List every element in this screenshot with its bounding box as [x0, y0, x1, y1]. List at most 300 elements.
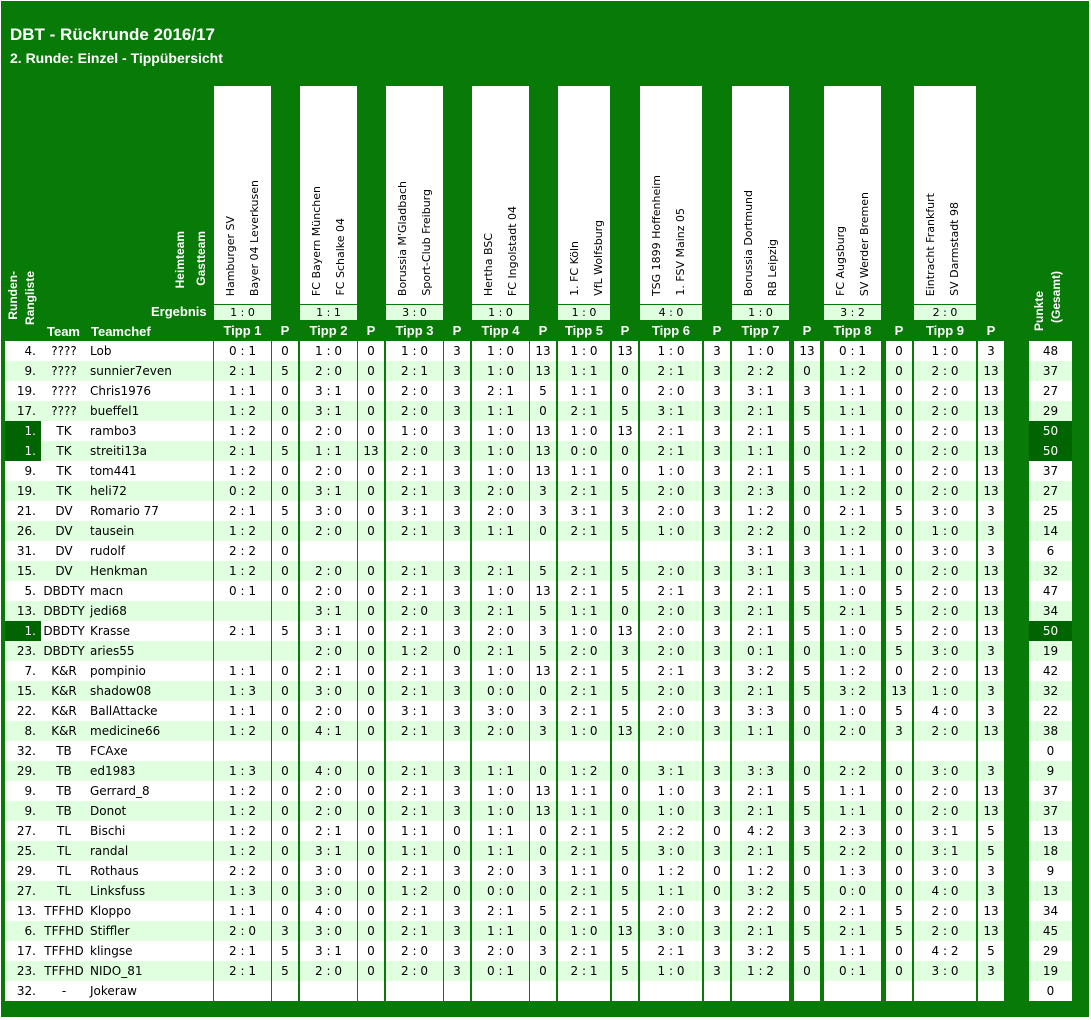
tipp-cell: 2 : 1	[558, 401, 610, 421]
points-cell: 0	[886, 841, 912, 861]
p-header-7: P	[802, 323, 812, 338]
teamchef-cell: Stiffler	[87, 921, 213, 941]
points-cell: 3	[444, 481, 470, 501]
points-cell: 0	[530, 921, 556, 941]
tipp-cell: 1 : 0	[386, 341, 443, 361]
tipp-cell: 2 : 1	[386, 481, 443, 501]
tipp-cell: 2 : 0	[558, 641, 610, 661]
tipp-cell	[558, 741, 610, 761]
tipp-cell: 2 : 2	[732, 361, 789, 381]
rank-cell: 4.	[5, 341, 41, 361]
points-cell: 13	[978, 901, 1004, 921]
points-cell: 0	[886, 441, 912, 461]
team-cell: ????	[41, 341, 87, 361]
points-cell: 0	[358, 881, 384, 901]
tipp-cell: 3 : 2	[732, 881, 789, 901]
table-row	[1, 621, 1087, 641]
tipp-cell: 2 : 1	[558, 901, 610, 921]
points-cell: 0	[272, 541, 298, 561]
team-cell: TK	[41, 441, 87, 461]
points-cell: 5	[794, 421, 820, 441]
points-cell: 5	[886, 501, 912, 521]
rank-cell: 8.	[5, 721, 41, 741]
rank-cell: 29.	[5, 761, 41, 781]
points-cell: 13	[978, 581, 1004, 601]
points-cell: 0	[444, 881, 470, 901]
points-cell: 3	[444, 721, 470, 741]
points-cell: 0	[358, 521, 384, 541]
team-header: Team	[47, 324, 80, 339]
tipp-cell: 1 : 0	[472, 581, 529, 601]
table-row	[1, 681, 1087, 701]
team-cell: TL	[41, 841, 87, 861]
points-cell: 0	[530, 821, 556, 841]
tipp-cell: 1 : 1	[214, 381, 271, 401]
tipp-cell	[640, 741, 702, 761]
points-cell: 13	[530, 421, 556, 441]
points-cell: 3	[704, 761, 730, 781]
points-cell: 0	[794, 481, 820, 501]
points-cell: 0	[444, 641, 470, 661]
points-cell: 3	[530, 941, 556, 961]
tipp-cell: 0 : 0	[558, 441, 610, 461]
teamchef-cell: NIDO_81	[87, 961, 213, 981]
points-cell: 5	[794, 621, 820, 641]
tipp-header-4: Tipp 4	[481, 323, 520, 338]
tipp-cell: 3 : 1	[300, 381, 357, 401]
table-row	[1, 941, 1087, 961]
tipp-cell	[300, 981, 357, 1001]
teamchef-cell: bueffel1	[87, 401, 213, 421]
match-result-5: 1 : 0	[558, 305, 610, 320]
points-cell: 3	[444, 941, 470, 961]
tipp-cell: 3 : 0	[472, 701, 529, 721]
points-cell	[358, 541, 384, 561]
tipp-cell	[558, 981, 610, 1001]
tipp-cell	[640, 541, 702, 561]
points-cell: 0	[272, 661, 298, 681]
tipp-cell: 2 : 0	[472, 861, 529, 881]
tipp-cell: 1 : 0	[640, 341, 702, 361]
points-cell: 3	[704, 381, 730, 401]
table-row	[1, 481, 1087, 501]
points-cell: 0	[358, 901, 384, 921]
points-cell: 0	[704, 821, 730, 841]
p-header-3: P	[452, 323, 462, 338]
tipp-cell: 2 : 3	[824, 821, 881, 841]
teamchef-cell: Linksfuss	[87, 881, 213, 901]
team-cell: -	[41, 981, 87, 1001]
tipp-cell: 3 : 1	[640, 401, 702, 421]
points-cell: 0	[272, 901, 298, 921]
points-cell: 0	[272, 461, 298, 481]
points-cell: 3	[704, 601, 730, 621]
points-cell: 3	[530, 861, 556, 881]
tipp-cell: 1 : 0	[824, 641, 881, 661]
away-team-name: SV Werder Bremen	[858, 191, 871, 296]
tipp-cell: 1 : 2	[824, 481, 881, 501]
points-cell	[272, 601, 298, 621]
team-cell: DV	[41, 521, 87, 541]
tipp-cell: 1 : 1	[214, 901, 271, 921]
points-cell: 0	[272, 681, 298, 701]
points-cell: 3	[444, 601, 470, 621]
punkte-label-2: (Gesamt)	[1049, 271, 1063, 324]
match-header-3	[386, 86, 443, 304]
home-team-name: Hamburger SV	[224, 215, 237, 296]
tipp-cell: 2 : 1	[732, 621, 789, 641]
points-cell: 0	[530, 681, 556, 701]
rank-cell: 32.	[5, 981, 41, 1001]
points-cell: 3	[704, 341, 730, 361]
match-header-5	[558, 86, 610, 304]
tipp-cell: 1 : 1	[824, 541, 881, 561]
table-row	[1, 641, 1087, 661]
tipp-cell: 1 : 2	[214, 401, 271, 421]
points-cell: 0	[612, 601, 638, 621]
points-cell: 3	[794, 821, 820, 841]
points-cell: 0	[794, 361, 820, 381]
points-cell: 3	[704, 721, 730, 741]
points-cell: 0	[358, 701, 384, 721]
tipp-cell: 2 : 1	[732, 841, 789, 861]
points-cell: 3	[444, 461, 470, 481]
table-row	[1, 521, 1087, 541]
tipp-cell	[732, 741, 789, 761]
tipp-cell: 1 : 0	[558, 421, 610, 441]
tipp-cell: 2 : 1	[558, 961, 610, 981]
tipp-cell: 2 : 1	[386, 361, 443, 381]
total-points-cell: 47	[1029, 581, 1072, 601]
points-cell: 13	[612, 421, 638, 441]
tipp-cell: 2 : 2	[824, 761, 881, 781]
points-cell: 13	[978, 421, 1004, 441]
points-cell: 3	[704, 681, 730, 701]
tipp-cell: 2 : 0	[914, 581, 976, 601]
points-cell: 5	[886, 701, 912, 721]
points-cell: 0	[612, 781, 638, 801]
tipp-cell: 2 : 1	[472, 561, 529, 581]
points-cell: 3	[704, 441, 730, 461]
points-cell: 5	[612, 561, 638, 581]
match-result-7: 1 : 0	[732, 305, 789, 320]
rank-cell: 17.	[5, 401, 41, 421]
team-cell: ????	[41, 361, 87, 381]
tipp-cell: 1 : 0	[472, 801, 529, 821]
team-cell: TK	[41, 461, 87, 481]
tipp-cell: 2 : 1	[386, 561, 443, 581]
points-cell: 0	[794, 721, 820, 741]
total-points-cell: 18	[1029, 841, 1072, 861]
points-cell: 0	[272, 781, 298, 801]
rank-cell: 9.	[5, 461, 41, 481]
points-cell: 3	[444, 681, 470, 701]
points-cell: 5	[612, 661, 638, 681]
tipp-cell: 3 : 3	[732, 701, 789, 721]
tipp-cell: 2 : 1	[732, 401, 789, 421]
tipp-cell: 1 : 2	[386, 881, 443, 901]
points-cell: 0	[272, 701, 298, 721]
rangliste-label-1: Runden-	[6, 271, 20, 320]
points-cell: 5	[886, 921, 912, 941]
points-cell: 5	[794, 781, 820, 801]
team-cell: TL	[41, 821, 87, 841]
points-cell: 5	[794, 941, 820, 961]
points-cell: 13	[530, 781, 556, 801]
total-points-cell: 37	[1029, 361, 1072, 381]
tipp-cell: 2 : 1	[824, 501, 881, 521]
tipp-cell: 3 : 1	[300, 401, 357, 421]
points-cell: 13	[886, 681, 912, 701]
points-cell: 13	[530, 801, 556, 821]
points-cell	[530, 741, 556, 761]
tipp-cell: 2 : 0	[640, 481, 702, 501]
tipp-cell: 2 : 0	[386, 441, 443, 461]
team-cell: TB	[41, 741, 87, 761]
tipp-cell: 1 : 2	[214, 461, 271, 481]
tipp-cell: 1 : 0	[640, 801, 702, 821]
table-row	[1, 421, 1087, 441]
points-cell: 0	[530, 401, 556, 421]
points-cell: 0	[794, 501, 820, 521]
teamchef-cell: sunnier7even	[87, 361, 213, 381]
teamchef-header: Teamchef	[91, 324, 151, 339]
points-cell: 0	[886, 541, 912, 561]
points-cell: 5	[612, 961, 638, 981]
tipp-header-1: Tipp 1	[223, 323, 262, 338]
tipp-cell: 2 : 0	[914, 801, 976, 821]
total-points-cell: 19	[1029, 641, 1072, 661]
points-cell: 5	[794, 661, 820, 681]
points-cell	[358, 981, 384, 1001]
tipp-cell: 2 : 1	[386, 661, 443, 681]
points-cell: 3	[978, 881, 1004, 901]
points-cell: 3	[978, 861, 1004, 881]
points-cell: 3	[978, 521, 1004, 541]
rank-cell: 26.	[5, 521, 41, 541]
tipp-cell: 2 : 1	[558, 521, 610, 541]
total-points-cell: 37	[1029, 781, 1072, 801]
tipp-cell: 2 : 1	[640, 361, 702, 381]
points-cell: 0	[612, 861, 638, 881]
teamchef-cell: jedi68	[87, 601, 213, 621]
tipp-cell: 1 : 1	[824, 381, 881, 401]
tipp-cell: 2 : 0	[472, 721, 529, 741]
rank-cell: 23.	[5, 961, 41, 981]
points-cell: 0	[530, 961, 556, 981]
tipp-cell: 1 : 1	[558, 861, 610, 881]
tipp-cell: 2 : 1	[214, 361, 271, 381]
points-cell: 5	[794, 801, 820, 821]
points-cell: 13	[530, 581, 556, 601]
teamchef-cell: FCAxe	[87, 741, 213, 761]
tipp-cell: 2 : 1	[640, 581, 702, 601]
points-cell: 0	[886, 481, 912, 501]
tipp-cell: 2 : 0	[300, 961, 357, 981]
tipp-cell: 2 : 2	[732, 901, 789, 921]
team-cell: K&R	[41, 701, 87, 721]
tipp-cell	[386, 741, 443, 761]
team-cell: TB	[41, 761, 87, 781]
teamchef-cell: Bischi	[87, 821, 213, 841]
tipp-cell: 1 : 0	[472, 781, 529, 801]
home-team-name: TSG 1899 Hoffenheim	[650, 174, 663, 296]
tipp-cell: 2 : 1	[732, 461, 789, 481]
points-cell: 0	[358, 941, 384, 961]
points-cell: 0	[886, 821, 912, 841]
rank-cell: 1.	[5, 441, 41, 461]
tipp-cell: 3 : 1	[732, 381, 789, 401]
tipp-cell: 2 : 1	[214, 941, 271, 961]
points-cell: 0	[886, 381, 912, 401]
tipp-cell: 1 : 0	[472, 461, 529, 481]
points-cell: 0	[530, 881, 556, 901]
tipp-cell: 1 : 0	[640, 461, 702, 481]
points-cell: 0	[794, 961, 820, 981]
team-cell: K&R	[41, 681, 87, 701]
points-cell: 3	[444, 861, 470, 881]
tipp-cell: 1 : 2	[214, 721, 271, 741]
table-row	[1, 381, 1087, 401]
tipp-cell: 2 : 0	[300, 421, 357, 441]
points-cell: 5	[886, 581, 912, 601]
tipp-cell: 1 : 1	[472, 821, 529, 841]
points-cell	[612, 541, 638, 561]
points-cell: 3	[978, 541, 1004, 561]
points-cell: 0	[358, 421, 384, 441]
tipp-cell: 1 : 2	[214, 561, 271, 581]
tipp-cell	[558, 541, 610, 561]
points-cell: 3	[704, 421, 730, 441]
points-cell	[444, 981, 470, 1001]
match-header-2	[300, 86, 357, 304]
tipp-cell: 2 : 1	[558, 701, 610, 721]
points-cell: 5	[612, 681, 638, 701]
points-cell: 0	[358, 841, 384, 861]
home-team-name: FC Augsburg	[834, 226, 847, 296]
tipp-cell: 3 : 1	[386, 701, 443, 721]
total-points-cell: 9	[1029, 861, 1072, 881]
tipp-cell: 3 : 0	[300, 681, 357, 701]
points-cell: 0	[612, 801, 638, 821]
tipp-cell	[914, 741, 976, 761]
tipp-cell: 3 : 0	[300, 861, 357, 881]
total-points-cell: 14	[1029, 521, 1072, 541]
table-row	[1, 741, 1087, 761]
tipp-cell: 2 : 0	[914, 721, 976, 741]
teamchef-cell: aries55	[87, 641, 213, 661]
tipp-cell: 2 : 0	[914, 481, 976, 501]
points-cell: 0	[704, 881, 730, 901]
points-cell	[978, 741, 1004, 761]
table-row	[1, 441, 1087, 461]
match-header-8	[824, 86, 881, 304]
points-cell: 0	[886, 761, 912, 781]
rank-cell: 32.	[5, 741, 41, 761]
points-cell: 5	[612, 841, 638, 861]
tipp-cell: 2 : 1	[558, 821, 610, 841]
tipp-cell: 2 : 1	[386, 621, 443, 641]
points-cell: 3	[978, 701, 1004, 721]
points-cell: 5	[612, 701, 638, 721]
points-cell: 5	[978, 821, 1004, 841]
total-points-cell: 25	[1029, 501, 1072, 521]
points-cell: 0	[444, 841, 470, 861]
tipp-cell: 2 : 0	[472, 941, 529, 961]
tipp-cell: 1 : 1	[472, 521, 529, 541]
points-cell: 0	[272, 761, 298, 781]
points-cell: 3	[704, 501, 730, 521]
tipp-cell: 2 : 0	[300, 781, 357, 801]
points-cell: 3	[530, 501, 556, 521]
tipp-cell: 2 : 1	[472, 381, 529, 401]
points-cell: 3	[444, 921, 470, 941]
points-cell: 3	[704, 461, 730, 481]
away-team-name: SV Darmstadt 98	[948, 202, 961, 296]
tipp-cell: 2 : 1	[732, 921, 789, 941]
tipp-cell: 0 : 1	[824, 341, 881, 361]
points-cell: 0	[358, 921, 384, 941]
tipp-cell: 2 : 1	[558, 481, 610, 501]
tipp-cell: 1 : 0	[824, 701, 881, 721]
points-cell: 13	[978, 481, 1004, 501]
points-cell: 0	[358, 721, 384, 741]
tipp-cell: 1 : 1	[214, 661, 271, 681]
tipp-cell: 1 : 1	[824, 781, 881, 801]
points-cell: 5	[272, 361, 298, 381]
points-cell: 0	[794, 861, 820, 881]
tipp-cell: 4 : 0	[914, 701, 976, 721]
points-cell	[704, 981, 730, 1001]
points-cell: 0	[358, 821, 384, 841]
points-cell: 3	[794, 541, 820, 561]
tipp-cell: 2 : 1	[472, 901, 529, 921]
points-cell: 3	[444, 521, 470, 541]
tipp-cell: 1 : 0	[732, 341, 789, 361]
total-points-cell: 45	[1029, 921, 1072, 941]
points-cell: 5	[612, 481, 638, 501]
away-team-name: Sport-Club Freiburg	[420, 189, 433, 296]
tipp-header-5: Tipp 5	[564, 323, 604, 338]
points-cell: 5	[612, 941, 638, 961]
points-cell: 0	[358, 861, 384, 881]
points-cell: 5	[794, 921, 820, 941]
points-cell: 13	[530, 341, 556, 361]
total-points-cell: 37	[1029, 801, 1072, 821]
points-cell: 5	[794, 461, 820, 481]
tipp-cell: 1 : 2	[214, 521, 271, 541]
points-cell: 13	[978, 561, 1004, 581]
rank-cell: 15.	[5, 681, 41, 701]
teamchef-cell: Henkman	[87, 561, 213, 581]
tipp-cell: 2 : 0	[300, 641, 357, 661]
home-team-name: 1. FC Köln	[568, 241, 581, 296]
tipp-cell: 3 : 1	[732, 561, 789, 581]
points-cell: 5	[272, 441, 298, 461]
tipp-cell: 2 : 1	[732, 421, 789, 441]
points-cell: 5	[272, 941, 298, 961]
tipp-cell: 2 : 1	[472, 641, 529, 661]
rank-cell: 5.	[5, 581, 41, 601]
tipp-cell: 1 : 1	[472, 841, 529, 861]
tipp-cell: 1 : 1	[824, 461, 881, 481]
tipp-cell: 2 : 0	[386, 381, 443, 401]
points-cell: 5	[794, 841, 820, 861]
home-team-name: Eintracht Frankfurt	[924, 192, 937, 296]
points-cell: 3	[444, 621, 470, 641]
points-cell: 3	[612, 501, 638, 521]
away-team-name: VfL Wolfsburg	[592, 220, 605, 296]
